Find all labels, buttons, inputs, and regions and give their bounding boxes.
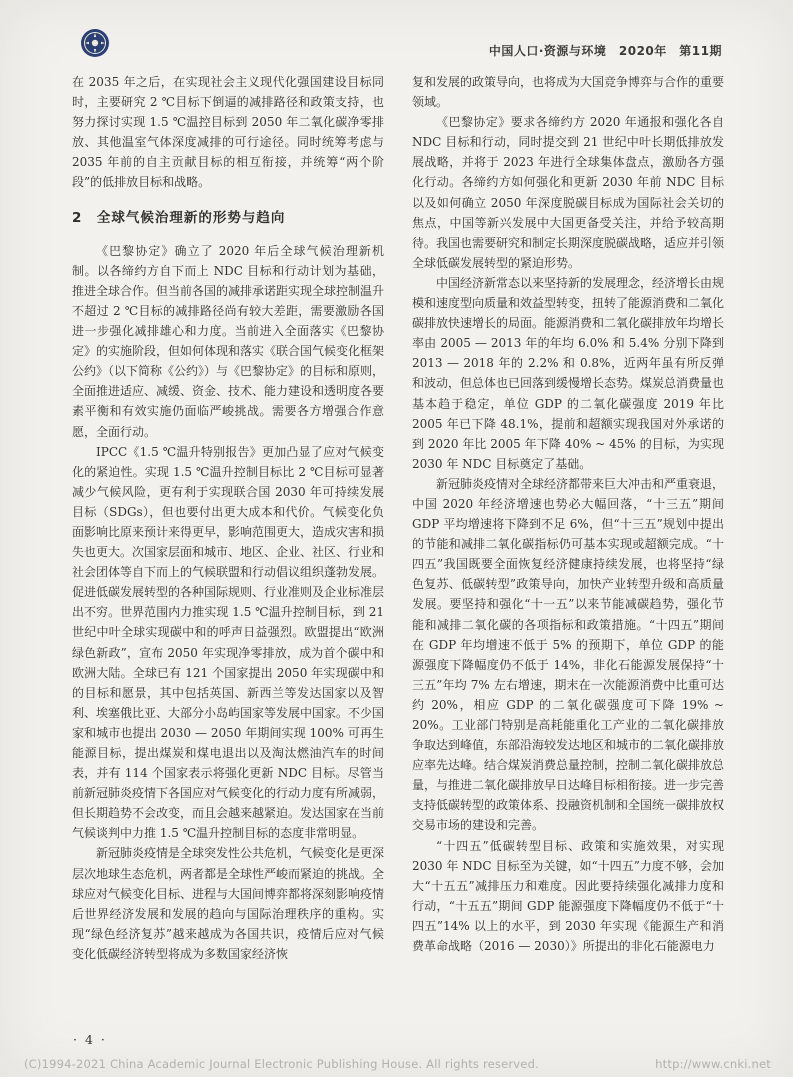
page-header (72, 28, 722, 64)
right-column (412, 72, 724, 964)
section-heading: 2 全球气候治理新的形势与趋向 (72, 209, 286, 226)
article-body (72, 72, 724, 964)
paragraph: 《巴黎协定》确立了 2020 年后全球气候治理新机制。以各缔约方自下而上 NDC 目标和行动计划为基础，推进全球合作。但当前各国的减排承诺距实现全球控制温升不超过 2 ℃目标的减排路径尚有较大差距，需要激励各国进一步强化减排雄心和力度。当前进入全面落实《巴黎协定》的实施阶段，但如何体现和落实《联合国气候变化框架公约》（以下简称《公约》）与《巴黎协定》的目标和原则，全面推进适应、减缓、资金、技术、能力建设和透明度各要素平衡和有效实施仍面临严峻挑战。需要各方增强合作意愿，全面行动。 (72, 243, 385, 439)
paragraph: IPCC《1.5 ℃温升特别报告》更加凸显了应对气候变化的紧迫性。实现 1.5 ℃温升控制目标比 2 ℃目标可显著减少气候风险，更有利于实现联合国 2030 年可持续发展目标（SDGs），但也要付出更大成本和代价。气候变化负面影响比原来预计来得更早，影响范围更大，造成灾害和损失也更大。次国家层面和城市、地区、企业、社区、行业和社会团体等自下而上的气候联盟和行动倡议组织蓬勃发展。促进低碳发展转型的各种国际规则、行业准则及企业标准层出不穷。世界范围内力推实现 1.5 ℃温升控制目标，到 21 世纪中叶全球实现碳中和的呼声日益强烈。欧盟提出“欧洲绿色新政”，宣布 2050 年实现净零排放，成为首个碳中和欧洲大陆。全球已有 121 个国家提出 2050 年实现碳中和的目标和愿景，其中包括英国、新西兰等发达国家以及智利、埃塞俄比亚、大部分小岛屿国家等发展中国家。不少国家和城市也提出 2030 — 2050 年期间实现 100% 可再生能源目标，提出煤炭和煤电退出以及淘汰燃油汽车的时间表，并有 114 个国家表示将强化更新 NDC 目标。尽管当前新冠肺炎疫情下各国应对气候变化的行动力度有所减弱，但长期趋势不会改变，而且会越来越紧迫。发达国家在当前气候谈判中力推 1.5 ℃温升控制目标的态度非常明显。 (72, 444, 385, 841)
left-column (72, 72, 384, 964)
paragraph: 复和发展的政策导向，也将成为大国竞争博弈与合作的重要领域。 (412, 75, 725, 110)
page-number: · 4 · (73, 1032, 107, 1047)
journal-issue-info: 中国人口·资源与环境 2020年 第11期 (488, 44, 722, 58)
paragraph: 《巴黎协定》要求各缔约方 2020 年通报和强化各自 NDC 目标和行动，同时提交到 21 世纪中叶长期低排放发展战略，并将于 2023 年进行全球集体盘点，激励各方强化行动。各缔约方如何强化和更新 2030 年前 NDC 目标以及如何确立 2050 年深度脱碳目标成为国际社会关切的焦点，中国等新兴发展中大国更备受关注，并给予较高期待。我国也需要研究和制定长期深度脱碳战略，适应并引领全球低碳发展转型的紧迫形势。 (412, 115, 725, 270)
paragraph: “十四五”低碳转型目标、政策和实施效果，对实现 2030 年 NDC 目标至为关键，如“十四五”力度不够，会加大“十五五”减排压力和难度。因此要持续强化减排力度和行动，“十五五”期间 GDP 能源强度下降幅度仍不低于“十四五”14% 以上的水平，到 2030 年实现《能源生产和消费革命战略（2016 — 2030）》所提出的非化石能源电力 (412, 838, 724, 954)
cnki-url: http://www.cnki.net (655, 1057, 771, 1071)
watermark-footer (24, 1057, 771, 1071)
paragraph: 在 2035 年之后，在实现社会主义现代化强国建设目标同时，主要研究 2 ℃目标下倒逼的减排路径和政策支持，也努力探讨实现 1.5 ℃温控目标到 2050 年二氧化碳净零排放、其他温室气体深度减排的可行途径。同时统筹考虑与 2035 年前的自主贡献目标的相互衔接，并统筹“两个阶段”的低排放目标和战略。 (72, 75, 384, 190)
copyright-text: (C)1994-2021 China Academic Journal Electronic Publishing House. All rights reserved. (24, 1057, 539, 1071)
paragraph: 新冠肺炎疫情是全球突发性公共危机，气候变化是更深层次地球生态危机，两者都是全球性严峻而紧迫的挑战。全球应对气候变化目标、进程与大国间博弈都将深刻影响疫情后世界经济发展和发展的趋向与国际治理秩序的重构。实现“绿色经济复苏”越来越成为各国共识，疫情后应对气候变化低碳经济转型将成为多数国家经济恢 (72, 846, 385, 961)
journal-logo-icon (80, 28, 110, 58)
paragraph: 新冠肺炎疫情对全球经济都带来巨大冲击和严重衰退，中国 2020 年经济增速也势必大幅回落，“十三五”期间 GDP 平均增速将下降到不足 6%，但“十三五”规划中提出的节能和减排二氧化碳指标仍可基本实现或超额完成。“十四五”我国既要全面恢复经济健康持续发展，也将坚持“绿色复苏、低碳转型”政策导向，加快产业转型升级和高质量发展。要坚持和强化“十一五”以来节能减碳趋势，强化节能和减排二氧化碳的各项指标和政策措施。“十四五”期间在 GDP 年均增速不低于 5% 的预期下，单位 GDP 的能源强度下降幅度仍不低于 14%，非化石能源发展保持“十三五”年均 7% 左右增速，期末在一次能源消费中比重可达约 20%，相应 GDP 的二氧化碳强度可下降 19% ~ 20%。工业部门特别是高耗能重化工产业的二氧化碳排放争取达到峰值，东部沿海较发达地区和城市的二氧化碳排放应率先达峰。结合煤炭消费总量控制，控制二氧化碳排放总量，与推进二氧化碳排放早日达峰目标相衔接。进一步完善支持低碳转型的政策体系、投融资机制和全国统一碳排放权交易市场的建设和完善。 (412, 476, 725, 833)
paragraph: 中国经济新常态以来坚持新的发展理念，经济增长由规模和速度型向质量和效益型转变，扭转了能源消费和二氧化碳排放快速增长的局面。能源消费和二氧化碳排放年均增长率由 2005 — 2013 年的年均 6.0% 和 5.4% 分别下降到 2013 — 2018 年的 2.2% 和 0.8%，近两年虽有所反弹和波动，但总体也已回落到缓慢增长态势。煤炭总消费量也基本趋于稳定，单位 GDP 的二氧化碳强度 2019 年比 2005 年已下降 48.1%，提前和超额实现我国对外承诺的到 2020 年比 2005 年下降 40% ~ 45% 的目标，为实现 2030 年 NDC 目标奠定了基础。 (412, 275, 725, 471)
